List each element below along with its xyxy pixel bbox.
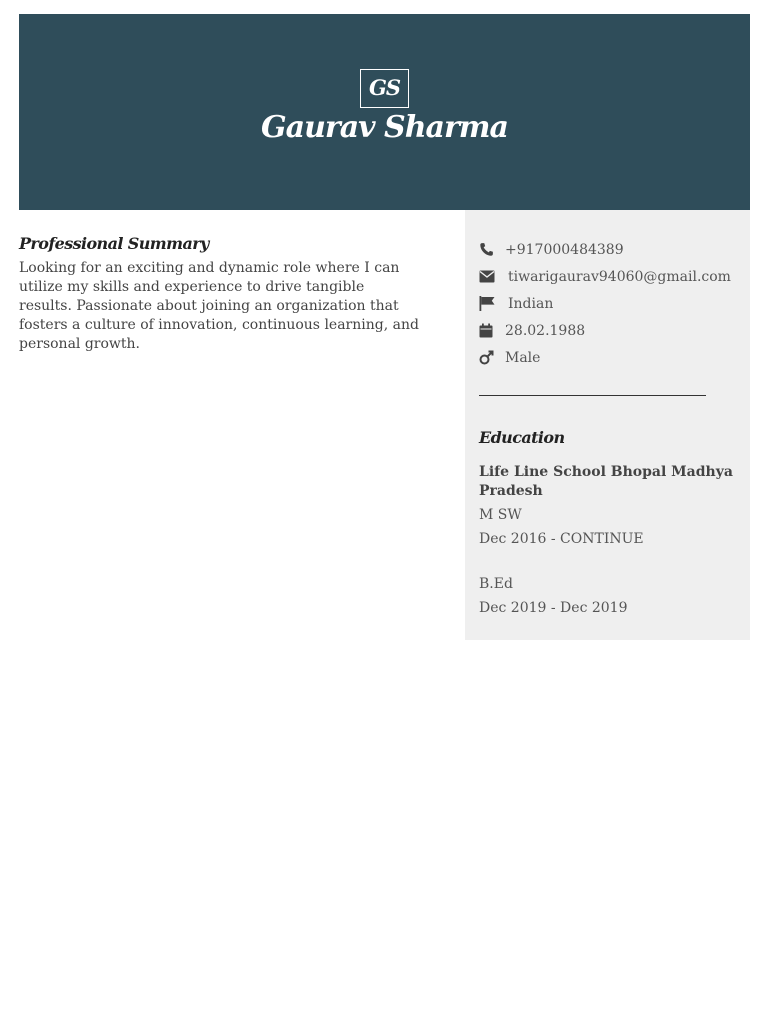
education-degree: M SW <box>479 507 522 523</box>
education-dates: Dec 2016 - CONTINUE <box>479 531 644 547</box>
candidate-name: Gaurav Sharma <box>261 110 508 145</box>
contact-nationality <box>479 290 744 317</box>
email-value: tiwarigaurav94060@gmail.com <box>508 268 731 285</box>
sidebar-divider <box>479 395 706 396</box>
contact-phone <box>479 236 744 263</box>
calendar-icon <box>479 323 505 338</box>
education-heading: Education <box>479 428 565 447</box>
main-column <box>19 234 419 354</box>
envelope-icon <box>479 270 505 283</box>
contact-gender <box>479 344 744 371</box>
summary-text: Looking for an exciting and dynamic role where I can utilize my skills and experience to drive tangible results. Passionate about joining an organization that fosters a culture of innovation, continuous learning, and personal growth. <box>19 260 419 352</box>
gender-value: Male <box>505 349 541 366</box>
education-school: Life Line School Bhopal Madhya Pradesh <box>479 464 733 499</box>
monogram-badge: GS <box>360 69 409 108</box>
nationality-value: Indian <box>508 295 554 312</box>
summary-heading: Professional Summary <box>19 234 209 253</box>
phone-icon <box>479 242 505 257</box>
education-entry <box>479 575 739 618</box>
phone-value: +917000484389 <box>505 241 624 258</box>
contact-list <box>479 236 744 371</box>
education-entry <box>479 463 739 549</box>
education-dates: Dec 2019 - Dec 2019 <box>479 600 628 616</box>
contact-birthdate <box>479 317 744 344</box>
contact-email <box>479 263 744 290</box>
education-section <box>479 428 739 618</box>
education-degree: B.Ed <box>479 576 513 592</box>
sidebar <box>465 210 750 640</box>
flag-icon <box>479 296 505 311</box>
birthdate-value: 28.02.1988 <box>505 322 586 339</box>
resume-header <box>19 14 750 210</box>
male-gender-icon <box>479 350 505 365</box>
